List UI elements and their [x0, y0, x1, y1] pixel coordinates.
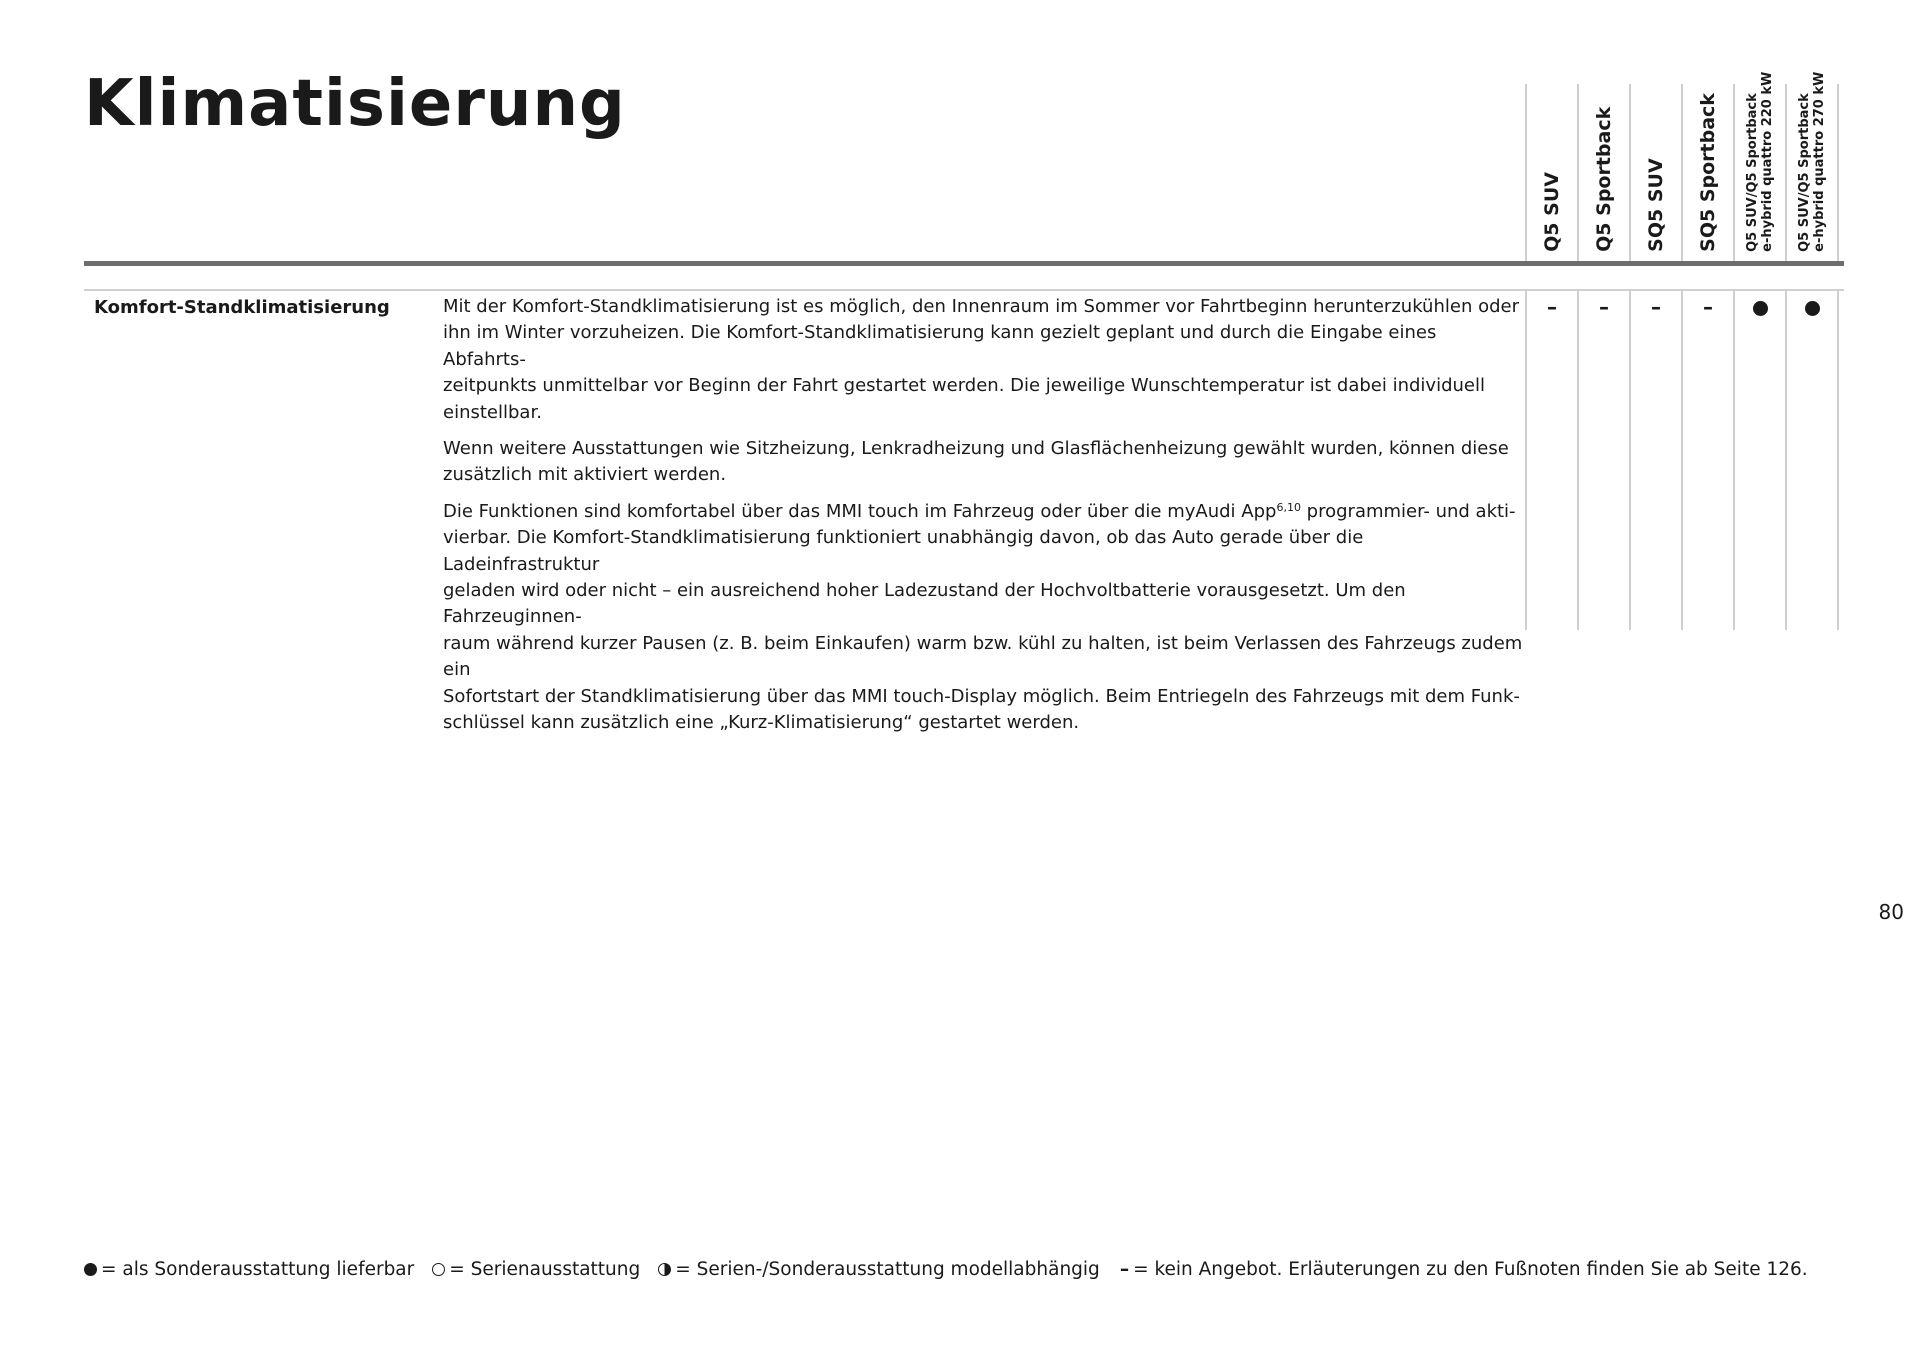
text-line: schlüssel kann zusätzlich eine „Kurz-Klimatisierung“ gestartet werden. [443, 712, 1080, 734]
description-paragraph-1 [443, 294, 1523, 426]
column-label [1798, 72, 1828, 252]
column-label: SQ5 SUV [1645, 158, 1668, 252]
text-line: vierbar. Die Komfort-Standklimatisierung funktioniert unabhängig davon, ob das Auto gerade über die Ladeinfrastruktur [443, 527, 1364, 575]
column-header-ehybrid-220 [1733, 71, 1785, 262]
column-label: Q5 Sportback [1593, 106, 1616, 252]
header-divider [84, 261, 1844, 266]
column-header-sq5-suv [1629, 84, 1681, 262]
column-header-q5-suv [1525, 84, 1577, 262]
not-offered-mark: – [1599, 295, 1609, 319]
optional-equipment-icon [1753, 301, 1768, 316]
legend-standard [432, 1259, 640, 1280]
column-header-sq5-sportback [1681, 84, 1733, 262]
footnote-reference: 6,10 [1276, 500, 1301, 514]
text-line: einstellbar. [443, 401, 542, 423]
column-label-line2: e-hybrid quattro 270 kW [1812, 71, 1828, 252]
column-label [1746, 72, 1776, 252]
description-paragraph-3 [443, 499, 1523, 737]
text-line: zusätzlich mit aktiviert werden. [443, 464, 727, 486]
filled-circle-icon [84, 1263, 97, 1276]
legend-optional-text: = als Sonderausstattung lieferbar [101, 1258, 415, 1280]
legend-none [1118, 1259, 1808, 1280]
text-line: Mit der Komfort-Standklimatisierung ist es möglich, den Innenraum im Sommer vor Fahrtbeginn herunterzukühlen oder [443, 296, 1519, 317]
page-number: 80 [1878, 900, 1904, 924]
column-label: Q5 SUV [1541, 172, 1564, 252]
legend-standard-text: = Serienausstattung [449, 1258, 641, 1280]
feature-description [443, 294, 1523, 747]
optional-equipment-icon [1805, 301, 1820, 316]
page-title: Klimatisierung [84, 67, 626, 141]
legend-model-dependent [658, 1259, 1100, 1280]
legend-model-dependent-text: = Serien-/Sonderausstattung modellabhängig [675, 1258, 1100, 1280]
text-line: geladen wird oder nicht – ein ausreichend hoher Ladezustand der Hochvoltbatterie vorausgesetzt. Um den Fahrzeuginnen- [443, 580, 1406, 628]
availability-cell-sq5-sportback [1681, 291, 1733, 630]
text-line: programmier- und akti- [1300, 500, 1516, 522]
legend-none-text: = kein Angebot. Erläuterungen zu den Fußnoten finden Sie ab Seite 126. [1133, 1258, 1808, 1280]
not-offered-mark: – [1703, 295, 1713, 319]
availability-cell-ehybrid-270 [1785, 291, 1839, 630]
text-line: zeitpunkts unmittelbar vor Beginn der Fahrt gestartet werden. Die jeweilige Wunschtemperatur ist dabei individuell [443, 375, 1485, 397]
text-line: Wenn weitere Ausstattungen wie Sitzheizung, Lenkradheizung und Glasflächenheizung gewählt wurden, können diese [443, 438, 1509, 460]
open-circle-icon [432, 1263, 445, 1276]
text-line: Die Funktionen sind komfortabel über das MMI touch im Fahrzeug oder über die myAudi App [443, 500, 1277, 522]
availability-cell-q5-suv [1525, 291, 1577, 630]
half-circle-icon [658, 1263, 671, 1276]
description-paragraph-2 [443, 436, 1523, 489]
dash-icon: – [1119, 1258, 1130, 1280]
not-offered-mark: – [1547, 295, 1557, 319]
text-line: ihn im Winter vorzuheizen. Die Komfort-Standklimatisierung kann gezielt geplant und durch die Eingabe eines Abfahrts- [443, 322, 1437, 370]
column-label-line1: Q5 SUV/Q5 Sportback [1745, 93, 1761, 252]
column-header-q5-sportback [1577, 84, 1629, 262]
availability-cell-ehybrid-220 [1733, 291, 1785, 630]
not-offered-mark: – [1651, 295, 1661, 319]
column-label-line1: Q5 SUV/Q5 Sportback [1797, 93, 1813, 252]
feature-name: Komfort-Standklimatisierung [94, 297, 390, 318]
availability-cell-q5-sportback [1577, 291, 1629, 630]
legend [84, 1256, 1826, 1282]
text-line: raum während kurzer Pausen (z. B. beim Einkaufen) warm bzw. kühl zu halten, ist beim Verlassen des Fahrzeugs zudem ein [443, 632, 1523, 681]
text-line: Sofortstart der Standklimatisierung über das MMI touch-Display möglich. Beim Entriegeln des Fahrzeugs mit dem Funk- [443, 685, 1520, 707]
availability-cell-sq5-suv [1629, 291, 1681, 630]
column-header-ehybrid-270 [1785, 71, 1839, 262]
column-label: SQ5 Sportback [1697, 93, 1720, 252]
column-label-line2: e-hybrid quattro 220 kW [1760, 71, 1776, 252]
legend-optional [84, 1259, 414, 1280]
